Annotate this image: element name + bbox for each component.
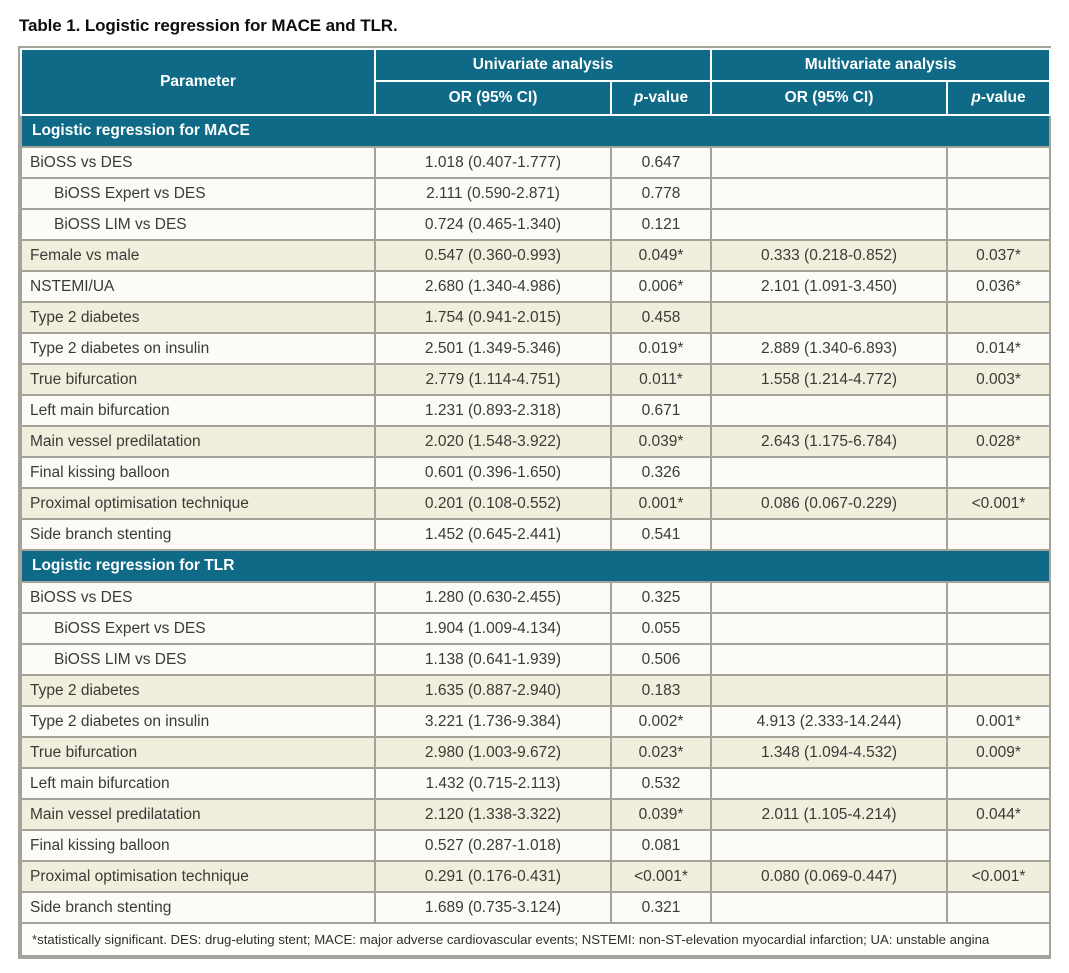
- table-row: [21, 582, 1050, 613]
- parameter-cell: BiOSS vs DES: [21, 147, 375, 178]
- univariate-or-cell: 1.231 (0.893-2.318): [375, 395, 611, 426]
- multivariate-p-cell: [947, 395, 1050, 426]
- multivariate-p-cell: <0.001*: [947, 488, 1050, 519]
- univariate-p-cell: 0.458: [611, 302, 711, 333]
- table-row: [21, 395, 1050, 426]
- multivariate-or-cell: [711, 675, 947, 706]
- multivariate-or-cell: [711, 768, 947, 799]
- table-row: [21, 644, 1050, 675]
- multivariate-or-cell: 4.913 (2.333-14.244): [711, 706, 947, 737]
- univariate-p-cell: 0.055: [611, 613, 711, 644]
- parameter-cell: Left main bifurcation: [21, 768, 375, 799]
- multivariate-p-cell: [947, 644, 1050, 675]
- table-row: [21, 519, 1050, 550]
- parameter-cell: Final kissing balloon: [21, 830, 375, 861]
- univariate-or-cell: 1.280 (0.630-2.455): [375, 582, 611, 613]
- multivariate-p-cell: [947, 147, 1050, 178]
- section-header-row: [21, 115, 1050, 147]
- col-header-multi-p: [947, 81, 1050, 115]
- parameter-cell: NSTEMI/UA: [21, 271, 375, 302]
- parameter-cell: Left main bifurcation: [21, 395, 375, 426]
- p-italic: p: [971, 89, 981, 106]
- table-row: [21, 706, 1050, 737]
- univariate-or-cell: 3.221 (1.736-9.384): [375, 706, 611, 737]
- multivariate-or-cell: 0.080 (0.069-0.447): [711, 861, 947, 892]
- table-row: [21, 209, 1050, 240]
- multivariate-p-cell: [947, 519, 1050, 550]
- multivariate-or-cell: 2.011 (1.105-4.214): [711, 799, 947, 830]
- multivariate-p-cell: 0.037*: [947, 240, 1050, 271]
- univariate-or-cell: 0.724 (0.465-1.340): [375, 209, 611, 240]
- multivariate-p-cell: 0.009*: [947, 737, 1050, 768]
- section-title: Logistic regression for TLR: [21, 550, 1050, 582]
- multivariate-p-cell: [947, 675, 1050, 706]
- table-row: [21, 737, 1050, 768]
- footnote-row: [21, 923, 1050, 956]
- multivariate-p-cell: [947, 302, 1050, 333]
- parameter-cell: Main vessel predilatation: [21, 799, 375, 830]
- univariate-p-cell: 0.321: [611, 892, 711, 923]
- table-row: [21, 488, 1050, 519]
- univariate-p-cell: 0.019*: [611, 333, 711, 364]
- col-header-uni-p: [611, 81, 711, 115]
- univariate-or-cell: 1.138 (0.641-1.939): [375, 644, 611, 675]
- univariate-or-cell: 0.601 (0.396-1.650): [375, 457, 611, 488]
- univariate-p-cell: 0.023*: [611, 737, 711, 768]
- multivariate-or-cell: [711, 644, 947, 675]
- multivariate-or-cell: [711, 147, 947, 178]
- univariate-p-cell: 0.506: [611, 644, 711, 675]
- multivariate-p-cell: 0.003*: [947, 364, 1050, 395]
- multivariate-p-cell: [947, 613, 1050, 644]
- col-header-multi-or: OR (95% CI): [711, 81, 947, 115]
- table-row: [21, 240, 1050, 271]
- col-header-parameter: Parameter: [21, 49, 375, 115]
- multivariate-or-cell: 1.558 (1.214-4.772): [711, 364, 947, 395]
- header-group-row: [21, 49, 1050, 81]
- multivariate-or-cell: [711, 457, 947, 488]
- parameter-cell: True bifurcation: [21, 737, 375, 768]
- multivariate-or-cell: 2.889 (1.340-6.893): [711, 333, 947, 364]
- parameter-cell: Type 2 diabetes on insulin: [21, 706, 375, 737]
- table-row: [21, 333, 1050, 364]
- parameter-cell: Side branch stenting: [21, 519, 375, 550]
- univariate-p-cell: 0.039*: [611, 799, 711, 830]
- table-row: [21, 271, 1050, 302]
- multivariate-or-cell: [711, 209, 947, 240]
- multivariate-or-cell: 2.101 (1.091-3.450): [711, 271, 947, 302]
- table-row: [21, 457, 1050, 488]
- multivariate-p-cell: [947, 768, 1050, 799]
- univariate-or-cell: 2.120 (1.338-3.322): [375, 799, 611, 830]
- univariate-p-cell: 0.002*: [611, 706, 711, 737]
- parameter-cell: BiOSS Expert vs DES: [21, 178, 375, 209]
- table-row: [21, 892, 1050, 923]
- univariate-or-cell: 0.527 (0.287-1.018): [375, 830, 611, 861]
- table-footer: [21, 923, 1050, 956]
- col-header-uni-or: OR (95% CI): [375, 81, 611, 115]
- parameter-cell: Proximal optimisation technique: [21, 861, 375, 892]
- multivariate-p-cell: [947, 830, 1050, 861]
- table-body: [21, 115, 1050, 923]
- univariate-p-cell: 0.081: [611, 830, 711, 861]
- col-header-univariate: Univariate analysis: [375, 49, 711, 81]
- table-frame: [18, 46, 1051, 959]
- table-row: [21, 675, 1050, 706]
- multivariate-or-cell: 1.348 (1.094-4.532): [711, 737, 947, 768]
- univariate-p-cell: 0.778: [611, 178, 711, 209]
- univariate-or-cell: 1.689 (0.735-3.124): [375, 892, 611, 923]
- multivariate-or-cell: [711, 892, 947, 923]
- parameter-cell: Proximal optimisation technique: [21, 488, 375, 519]
- univariate-p-cell: 0.325: [611, 582, 711, 613]
- parameter-cell: Side branch stenting: [21, 892, 375, 923]
- univariate-p-cell: 0.001*: [611, 488, 711, 519]
- table-caption: Table 1. Logistic regression for MACE and TLR.: [19, 16, 398, 35]
- multivariate-or-cell: [711, 519, 947, 550]
- p-rest: -value: [643, 89, 689, 106]
- section-title: Logistic regression for MACE: [21, 115, 1050, 147]
- univariate-or-cell: 0.291 (0.176-0.431): [375, 861, 611, 892]
- multivariate-p-cell: 0.028*: [947, 426, 1050, 457]
- parameter-cell: Main vessel predilatation: [21, 426, 375, 457]
- univariate-or-cell: 1.635 (0.887-2.940): [375, 675, 611, 706]
- multivariate-or-cell: [711, 302, 947, 333]
- table-row: [21, 830, 1050, 861]
- table-row: [21, 147, 1050, 178]
- logistic-regression-table: [20, 48, 1051, 957]
- parameter-cell: Type 2 diabetes: [21, 675, 375, 706]
- multivariate-or-cell: 0.333 (0.218-0.852): [711, 240, 947, 271]
- univariate-or-cell: 1.452 (0.645-2.441): [375, 519, 611, 550]
- section-header-row: [21, 550, 1050, 582]
- parameter-cell: True bifurcation: [21, 364, 375, 395]
- multivariate-p-cell: [947, 209, 1050, 240]
- multivariate-p-cell: [947, 582, 1050, 613]
- p-italic: p: [633, 89, 644, 106]
- multivariate-or-cell: 0.086 (0.067-0.229): [711, 488, 947, 519]
- univariate-or-cell: 2.020 (1.548-3.922): [375, 426, 611, 457]
- multivariate-p-cell: <0.001*: [947, 861, 1050, 892]
- parameter-cell: BiOSS LIM vs DES: [21, 209, 375, 240]
- univariate-p-cell: 0.049*: [611, 240, 711, 271]
- table-row: [21, 302, 1050, 333]
- multivariate-or-cell: [711, 613, 947, 644]
- univariate-or-cell: 2.501 (1.349-5.346): [375, 333, 611, 364]
- univariate-p-cell: <0.001*: [611, 861, 711, 892]
- multivariate-or-cell: [711, 178, 947, 209]
- univariate-p-cell: 0.006*: [611, 271, 711, 302]
- table-header: [21, 49, 1050, 115]
- multivariate-p-cell: 0.001*: [947, 706, 1050, 737]
- univariate-p-cell: 0.541: [611, 519, 711, 550]
- col-header-multivariate: Multivariate analysis: [711, 49, 1050, 81]
- univariate-p-cell: 0.326: [611, 457, 711, 488]
- parameter-cell: BiOSS Expert vs DES: [21, 613, 375, 644]
- multivariate-p-cell: [947, 457, 1050, 488]
- univariate-p-cell: 0.039*: [611, 426, 711, 457]
- multivariate-p-cell: 0.036*: [947, 271, 1050, 302]
- univariate-or-cell: 2.680 (1.340-4.986): [375, 271, 611, 302]
- table-row: [21, 613, 1050, 644]
- table-row: [21, 364, 1050, 395]
- table-row: [21, 768, 1050, 799]
- multivariate-or-cell: [711, 830, 947, 861]
- parameter-cell: Final kissing balloon: [21, 457, 375, 488]
- table-row: [21, 861, 1050, 892]
- footnote: *statistically significant. DES: drug-eluting stent; MACE: major adverse cardiovascular events; NSTEMI: non-ST-elevation myocardial infarction; UA: unstable angina: [21, 923, 1050, 956]
- univariate-p-cell: 0.647: [611, 147, 711, 178]
- multivariate-p-cell: [947, 892, 1050, 923]
- multivariate-or-cell: [711, 395, 947, 426]
- parameter-cell: BiOSS LIM vs DES: [21, 644, 375, 675]
- multivariate-p-cell: 0.014*: [947, 333, 1050, 364]
- univariate-or-cell: 0.547 (0.360-0.993): [375, 240, 611, 271]
- univariate-or-cell: 1.904 (1.009-4.134): [375, 613, 611, 644]
- univariate-p-cell: 0.011*: [611, 364, 711, 395]
- univariate-or-cell: 1.432 (0.715-2.113): [375, 768, 611, 799]
- p-rest: -value: [980, 89, 1026, 106]
- univariate-or-cell: 2.980 (1.003-9.672): [375, 737, 611, 768]
- univariate-p-cell: 0.532: [611, 768, 711, 799]
- univariate-or-cell: 1.018 (0.407-1.777): [375, 147, 611, 178]
- univariate-or-cell: 2.111 (0.590-2.871): [375, 178, 611, 209]
- univariate-p-cell: 0.121: [611, 209, 711, 240]
- table-row: [21, 799, 1050, 830]
- univariate-or-cell: 0.201 (0.108-0.552): [375, 488, 611, 519]
- univariate-or-cell: 1.754 (0.941-2.015): [375, 302, 611, 333]
- parameter-cell: Type 2 diabetes on insulin: [21, 333, 375, 364]
- parameter-cell: Type 2 diabetes: [21, 302, 375, 333]
- univariate-p-cell: 0.671: [611, 395, 711, 426]
- univariate-or-cell: 2.779 (1.114-4.751): [375, 364, 611, 395]
- parameter-cell: Female vs male: [21, 240, 375, 271]
- multivariate-p-cell: [947, 178, 1050, 209]
- multivariate-or-cell: 2.643 (1.175-6.784): [711, 426, 947, 457]
- parameter-cell: BiOSS vs DES: [21, 582, 375, 613]
- table-row: [21, 426, 1050, 457]
- table-row: [21, 178, 1050, 209]
- multivariate-p-cell: 0.044*: [947, 799, 1050, 830]
- univariate-p-cell: 0.183: [611, 675, 711, 706]
- multivariate-or-cell: [711, 582, 947, 613]
